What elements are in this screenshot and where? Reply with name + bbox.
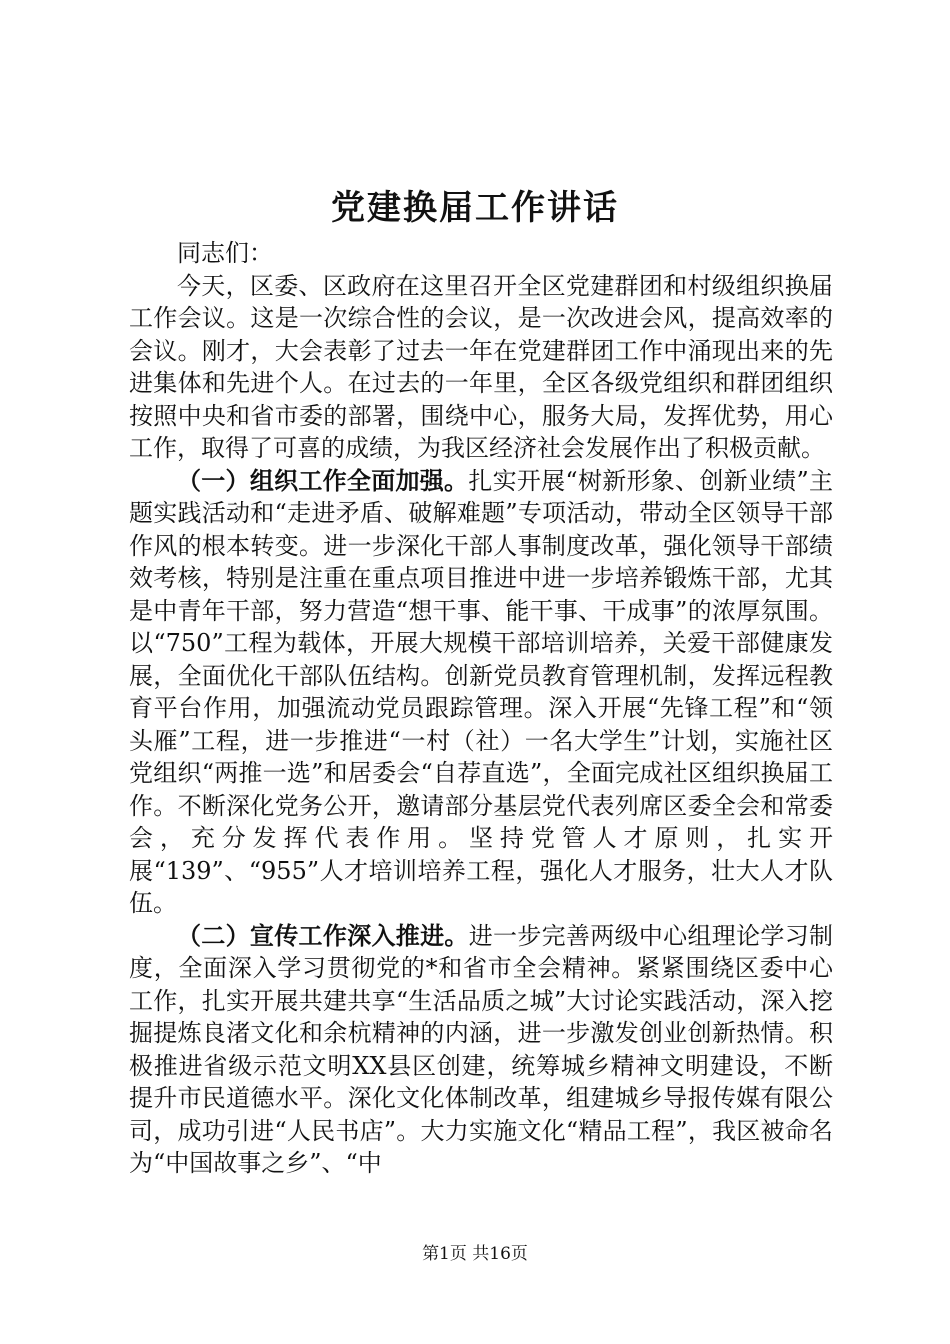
greeting: 同志们： — [177, 239, 273, 267]
paragraph-text: 进一步完善两级中心组理论学习制度，全面深入学习贯彻党的*和省市全会精神。紧紧围绕区委中心工作，扎实开展共建共享“生活品质之城”大讨论实践活动，深入挖掘提炼良渚文化和余杭精神的内涵，进一步激发创业创新热情。积极推进省级示范文明XX县区创建，统筹城乡精神文明建设，不断提升市民道德水平。深化文化体制改革，组建城乡导报传媒有限公司，成功引进“人民书店”。大力实施文化“精品工程”，我区被命名为“中国故事之乡”、“中 — [129, 921, 834, 1177]
page-title: 党建换届工作讲话 — [331, 188, 619, 228]
page-number: 第1页 共16页 — [422, 1244, 528, 1264]
paragraph-text: 今天，区委、区政府在这里召开全区党建群团和村级组织换届工作会议。这是一次综合性的会议，是一次改进会风，提高效率的会议。刚才，大会表彰了过去一年在党建群团工作中涌现出来的先进集体和先进个人。在过去的一年里，全区各级党组织和群团组织按照中央和省市委的部署，围绕中心，服务大局，发挥优势，用心工作，取得了可喜的成绩，为我区经济社会发展作出了积极贡献。 — [129, 271, 833, 462]
paragraph-lead: （一）组织工作全面加强。 — [177, 465, 469, 495]
paragraph-intro — [129, 270, 833, 465]
paragraph-organization — [129, 465, 833, 920]
paragraph-propaganda — [129, 920, 833, 1180]
paragraph-text: 扎实开展“树新形象、创新业绩”主题实践活动和“走进矛盾、破解难题”专项活动，带动全区领导干部作风的根本转变。进一步深化干部人事制度改革，强化领导干部绩效考核，特别是注重在重点项目推进中进一步培养锻炼干部，尤其是中青年干部，努力营造“想干事、能干事、干成事”的浓厚氛围。以“750”工程为载体，开展大规模干部培训培养，关爱干部健康发展，全面优化干部队伍结构。创新党员教育管理机制，发挥远程教育平台作用，加强流动党员跟踪管理。深入开展“先锋工程”和“领头雁”工程，进一步推进“一村（社）一名大学生”计划，实施社区党组织“两推一选”和居委会“自荐直选”，全面完成社区组织换届工作。不断深化党务公开，邀请部分基层党代表列席区委全会和常委会，充分发挥代表作用。坚持党管人才原则，扎实开展“139”、“955”人才培训培养工程，强化人才服务，壮大人才队伍。 — [129, 466, 833, 917]
document-body — [129, 237, 833, 1180]
paragraph-lead: （二）宣传工作深入推进。 — [177, 920, 469, 950]
